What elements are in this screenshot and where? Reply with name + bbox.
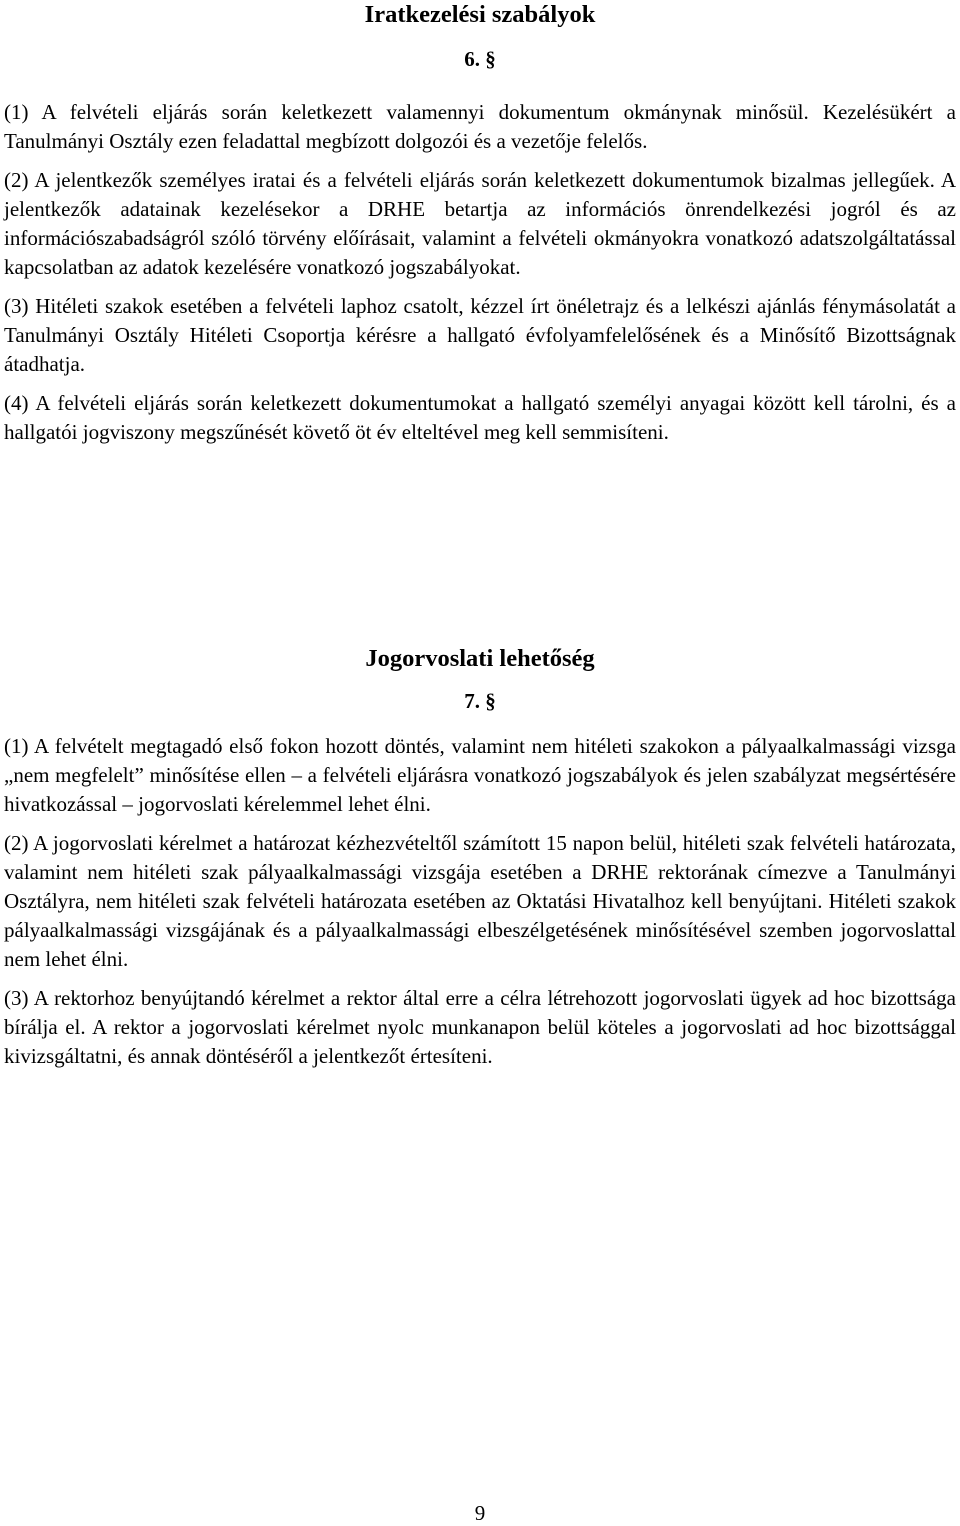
body-paragraph: (1) A felvételi eljárás során keletkezett valamennyi dokumentum okmánynak minősül. Kezelésükért a Tanulmányi Osztály ezen feladattal megbízott dolgozói és a vezetője felelős.: [4, 100, 956, 153]
body-paragraph: (4) A felvételi eljárás során keletkezett dokumentumokat a hallgató személyi anyagai között kell tárolni, és a hallgatói jogviszony megszűnését követő öt év elteltével meg kell semmisíteni.: [4, 391, 956, 444]
body-paragraph: (3) A rektorhoz benyújtandó kérelmet a rektor által erre a célra létrehozott jogorvoslati ügyek ad hoc bizottsága bírálja el. A rektor a jogorvoslati kérelmet nyolc munkanapon belül köteles a jogorvoslati ad hoc bizottsággal kivizsgáltatni, és annak döntéséről a jelentkezőt értesíteni.: [4, 986, 956, 1068]
section-jogorvoslat: [4, 644, 956, 1071]
paragraph-number: 6. §: [464, 47, 496, 71]
page-number: 9: [474, 1501, 486, 1525]
body-paragraph: (2) A jogorvoslati kérelmet a határozat kézhezvételtől számított 15 napon belül, hitéleti szak felvételi határozata, valamint nem hitéleti szak pályaalkalmassági vizsgája esetében a DRHE rektorának címezve a Tanulmányi Osztályra, nem hitéleti szak felvételi határozata esetében az Oktatási Hivatalhoz kell benyújtani. Hitéleti szakok pályaalkalmassági vizsgájának és a pályaalkalmassági elbeszélgetésének minősítésével szemben jogorvoslattal nem lehet élni.: [4, 831, 956, 971]
section-iratkezeles: [4, 0, 956, 447]
paragraph-number: 7. §: [464, 689, 496, 713]
body-paragraph: (3) Hitéleti szakok esetében a felvételi laphoz csatolt, kézzel írt önéletrajz és a lelkészi ajánlás fénymásolatát a Tanulmányi Osztály Hitéleti Csoportja kérésre a hallgató évfolyamfelelősének és a Minősítő Bizottságnak átadhatja.: [4, 294, 956, 376]
body-paragraph: (1) A felvételt megtagadó első fokon hozott döntés, valamint nem hitéleti szakokon a pályaalkalmassági vizsga „nem megfelelt” minősítése ellen – a felvételi eljárásra vonatkozó jogszabályok és jelen szabályzat megsértésére hivatkozással – jogorvoslati kérelemmel lehet élni.: [4, 734, 956, 816]
section-title: Iratkezelési szabályok: [364, 1, 596, 28]
body-paragraph: (2) A jelentkezők személyes iratai és a felvételi eljárás során keletkezett dokumentumok bizalmas jellegűek. A jelentkezők adatainak kezelésekor a DRHE betartja az információs önrendelkezési jogról és az információszabadságról szóló törvény előírásait, valamint a felvételi okmányokra vonatkozó adatszolgáltatással kapcsolatban az adatok kezelésére vonatkozó jogszabályokat.: [4, 168, 956, 279]
section-title: Jogorvoslati lehetőség: [365, 645, 595, 672]
